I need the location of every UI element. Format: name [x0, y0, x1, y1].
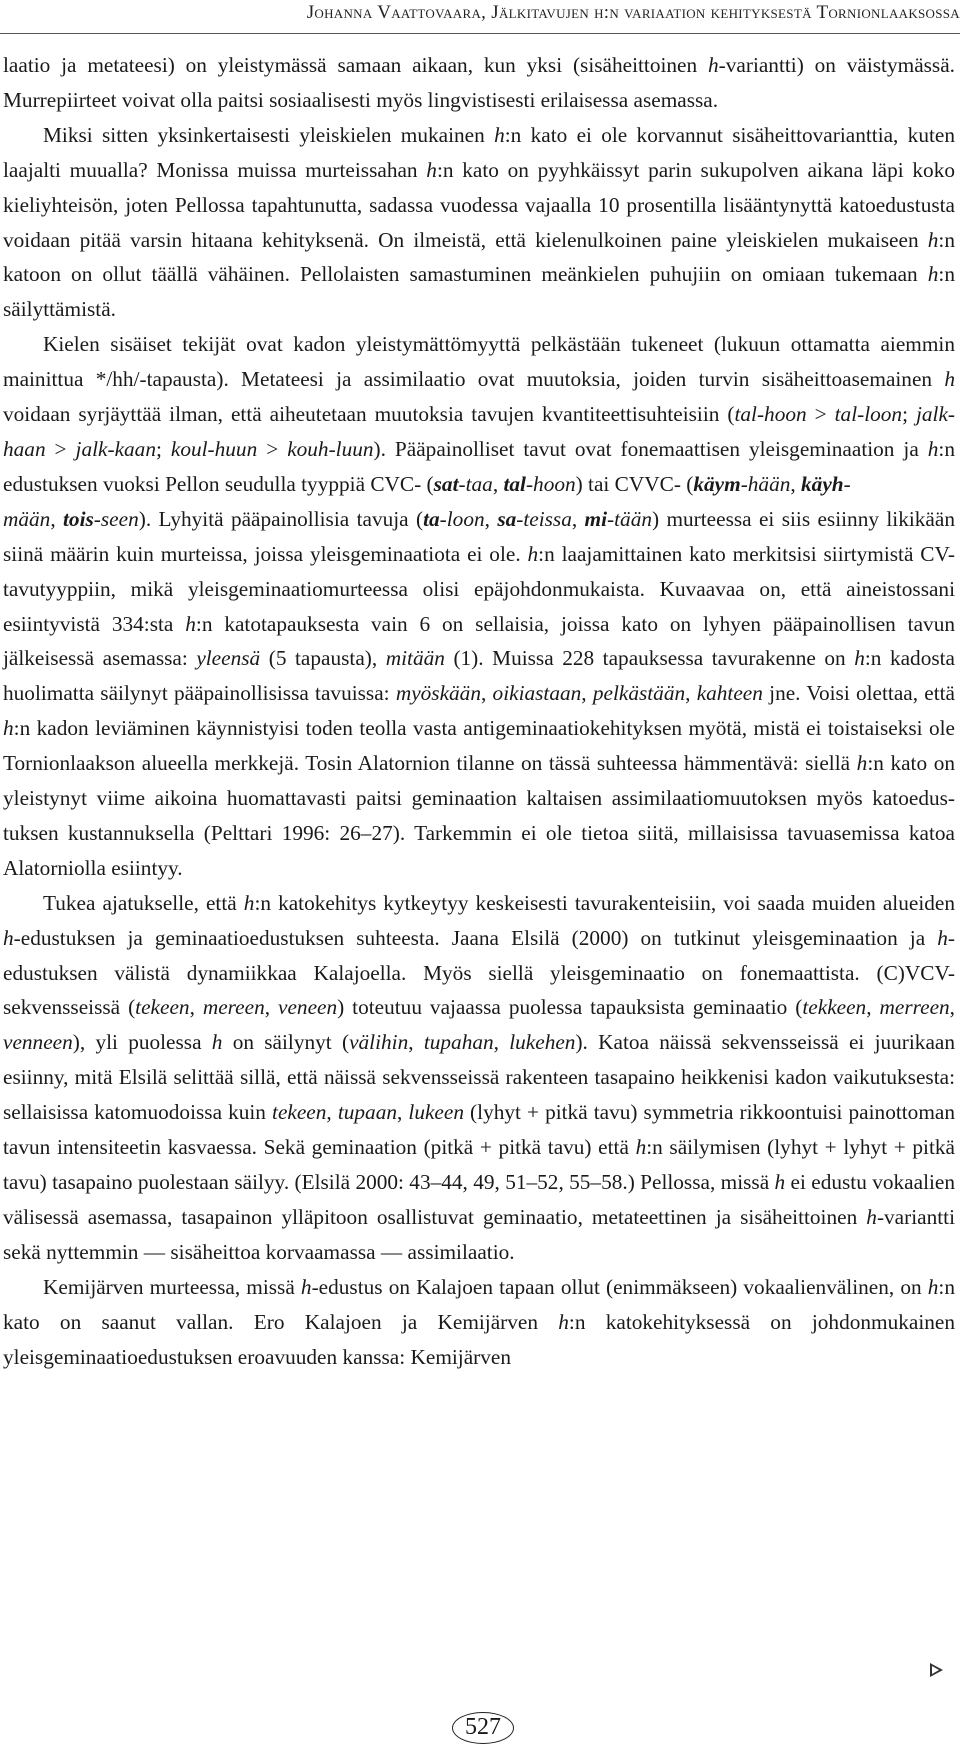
page-number: 527: [452, 1712, 514, 1744]
running-header: Johanna Vaattovaara, Jälkitavujen h:n variaation kehityksestä Tornionlaaksossa: [306, 2, 960, 23]
paragraph: Tukea ajatukselle, että h:n katokehitys kytkeytyy keskeisesti tavurakenteisiin, voi saada muiden alueiden h-edustuksen ja geminaatioedustuksen suhteesta. Jaana Elsilä (2000) on tutkinut yleisgeminaation ja h-edustuksen välistä dynamiikkaa Kalajoella. Myös siellä yleisgeminaatio on fonemaattista. (C)VCV-sekvensseissä (tekeen, mereen, veneen) toteutuu vajaassa puolessa tapauksista geminaatio (tekkeen, merreen, venneen), yli puolessa h on säilynyt (välihin, tupahan, lukehen). Katoa näissä sekvensseissä ei juurikaan esiinny, mitä Elsilä selittää sillä, että näissä sekvensseissä rakenteen tasapaino heikkenisi kadon vaikutuksesta: sellaisissa katomuodoissa kuin tekeen, tupaan, lukeen (lyhyt + pitkä tavu) symmetria rikkoontuisi painottoman tavun intensiteetin kasvaessa. Sekä geminaation (pitkä + pitkä tavu) että h:n säilymisen (lyhyt + lyhyt + pitkä tavu) tasapaino puolestaan säilyy. (Elsilä 2000: 43–44, 49, 51–52, 55–58.) Pellossa, missä h ei edustu vokaalien välisessä asemassa, tasapainon ylläpitoon osallistuvat geminaatio, metateettinen ja sisäheittoinen h-variantti sekä nyttemmin — sisäheittoa korvaamassa — assimilaatio.: [3, 890, 956, 1264]
header-rule: [0, 33, 960, 34]
paragraph: Kemijärven murteessa, missä h-edustus on Kalajoen tapaan ollut (enimmäkseen) vokaalienvälinen, on h:n kato on saanut vallan. Ero Kalajoen ja Kemijärven h:n katokehityksessä on johdonmukainen yleisgeminaatioedustuksen eroavuuden kanssa: Kemijärven: [3, 1274, 955, 1369]
triangle-right-icon: [930, 1663, 943, 1677]
paragraph: Kielen sisäiset tekijät ovat kadon yleistymättömyyttä pelkästään tukeneet (lukuun ottamatta aiemmin mainittua */hh/-tapausta). Metateesi ja assimilaatio ovat muutoksia, joiden turvin sisäheittoasemainen h voidaan syrjäyttää ilman, että aiheutetaan muutoksia tavujen kvantiteettisuhteisiin (tal-hoon > tal-loon; jalk-haan > jalk-kaan; koul-huun > kouh-luun). Pääpainolliset tavut ovat fonemaattisen yleisgeminaation ja h:n edustuksen vuoksi Pellon seudulla tyyppiä CVC- (sat-taa, tal-hoon) tai CVVC- (käym-hään, käyh- mään, tois-seen). Lyhyitä pääpainollisia tavuja (ta-loon, sa-teissa, mi-tään) murteessa ei siis esiinny likikään siinä määrin kuin murteissa, joissa yleisgeminaatiota ei ole. h:n laajamittainen kato merkitsisi siirtymistä CV-tavutyyppiin, mikä yleisgeminaatiomurteessa olisi epäjohdonmukaista. Kuvaavaa on, että aineistossani esiintyvistä 334:sta h:n katotapauksesta vain 6 on sellaisia, joissa kato on lyhyen pääpainollisen tavun jälkeisessä asemassa: yleensä (5 tapausta), mitään (1). Muissa 228 tapauksessa tavurakenne on h:n kadosta huolimatta säilynyt pääpainollisissa tavuissa: myöskään, oikiastaan, pelkästään, kahteen jne. Voisi olettaa, että h:n kadon leviäminen käynnistyisi toden teolla vasta antigeminaatiokehityksen myötä, mistä ei toistaiseksi ole Tornionlaakson alueella merkkejä. Tosin Alatornion tilanne on tässä suhteessa hämmentävä: siellä h:n kato on yleistynyt viime aikoina huomattavasti paitsi geminaation kaltaisen assimilaatiomuutoksen myös katoedustuksen kustannuksella (Pelttari 1996: 26–27). Tarkemmin ei ole tietoa siitä, millaisissa tavuasemissa katoa Alatorniolla esiintyy.: [3, 332, 956, 880]
paragraph: Miksi sitten yksinkertaisesti yleiskielen mukainen h:n kato ei ole korvannut sisäheittovarianttia, kuten laajalti muualla? Monissa muissa murteissahan h:n kato on pyyhkäissyt parin sukupolven aikana läpi koko kieliyhteisön, joten Pellossa tapahtunutta, sadassa vuodessa vajaalla 10 prosentilla lisääntynyttä katoedustusta voidaan pitää varsin hitaana kehityksenä. On ilmeistä, että kielenulkoinen paine yleiskielen mukaiseen h:n katoon on ollut täällä vähäinen. Pellolaisten samastuminen meänkielen puhujiin on omiaan tukemaan h:n säilyttämistä.: [3, 122, 955, 322]
body-text: [3, 48, 955, 1374]
paragraph: laatio ja metateesi) on yleistymässä samaan aikaan, kun yksi (sisäheittoinen h-variantti) on väistymässä. Murrepiirteet voivat olla paitsi sosiaalisesti myös lingvistisesti erilaisessa asemassa.: [3, 53, 955, 112]
